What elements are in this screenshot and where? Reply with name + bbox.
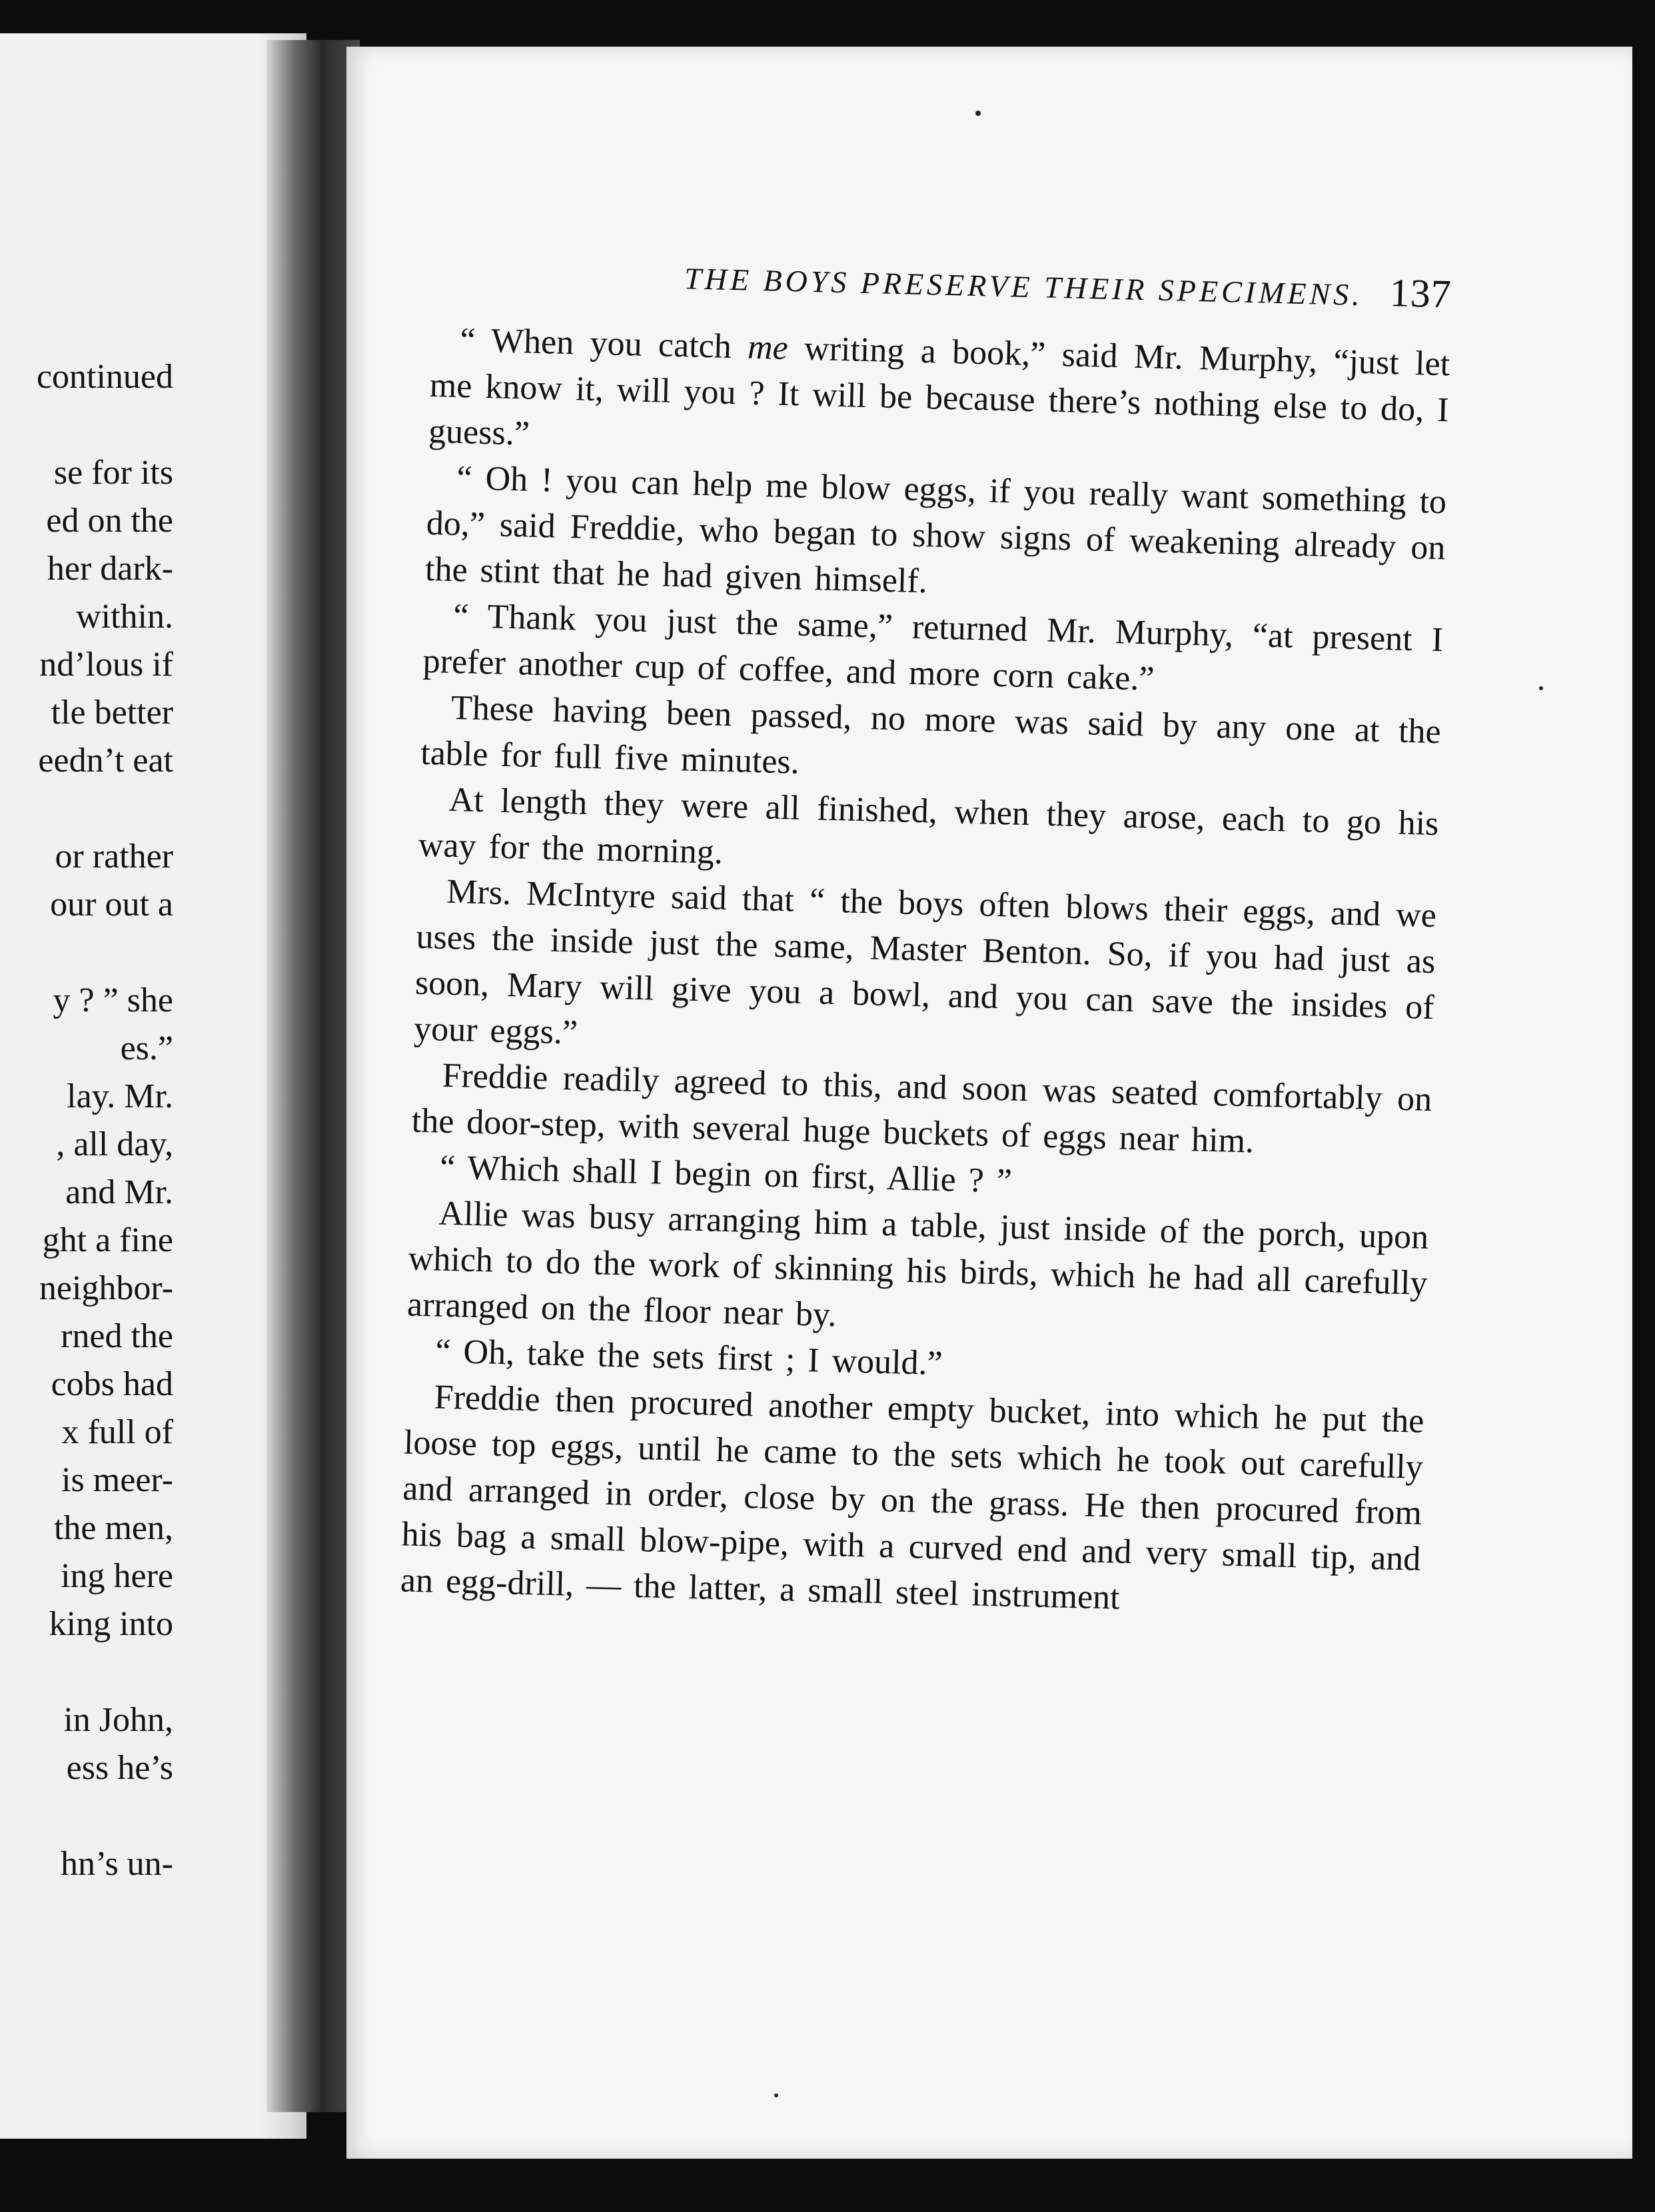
page-number: 137 xyxy=(1388,271,1452,316)
paragraph: At length they were all finished, when they arose, each to go his way for the morning. xyxy=(418,780,1439,871)
left-page-line: tle better xyxy=(51,694,173,732)
left-page-line: neighbor- xyxy=(39,1269,173,1307)
left-page-line: ing here xyxy=(61,1557,173,1595)
left-page-line: is meer- xyxy=(61,1461,173,1499)
left-page-line: ed on the xyxy=(46,502,173,540)
paragraph xyxy=(428,316,1450,479)
left-page-line: her dark- xyxy=(47,550,173,588)
left-page-line: hn’s un- xyxy=(61,1845,173,1883)
left-page-line: king into xyxy=(49,1605,173,1643)
left-page-line: lay. Mr. xyxy=(67,1077,173,1115)
paragraph-text: “ When you catch xyxy=(459,321,748,366)
left-page xyxy=(0,33,306,2139)
left-page-line: or rather xyxy=(55,837,173,875)
paragraph: Freddie then procured another empty bucket, into which he put the loose top eggs, until he came to the sets which he took out carefully and arranged in order, close by on the grass. He then procured from his bag a small blow-pipe, with a curved end and very small tip, and an egg-drill, — the latter, a small steel instrument xyxy=(400,1378,1425,1617)
page-text-block xyxy=(400,247,1452,1628)
left-page-line: rned the xyxy=(61,1317,173,1355)
ink-speck xyxy=(774,2093,778,2097)
left-page-line: and Mr. xyxy=(65,1173,173,1211)
running-title: THE BOYS PRESERVE THEIR SPECIMENS. xyxy=(684,261,1364,312)
left-page-line: the men, xyxy=(53,1509,173,1547)
book-gutter xyxy=(267,40,360,2112)
left-page-line: cobs had xyxy=(51,1365,173,1403)
left-page-line: continued xyxy=(36,358,173,396)
paragraph: “ Thank you just the same,” returned Mr. Murphy, “at present I prefer another cup of coffee, and more corn cake.” xyxy=(422,596,1444,698)
left-page-line: ght a fine xyxy=(42,1221,173,1259)
right-page xyxy=(346,47,1632,2159)
emphasized-word: me xyxy=(747,328,789,368)
paragraph: “ Oh ! you can help me blow eggs, if you really want something to do,” said Freddie, who began to show signs of weakening already on the stint that he had given himself. xyxy=(424,458,1447,601)
paragraph-text: writing a book,” said Mr. Murphy, “just let me know it, will you ? It will be because there’s nothing else to do, I guess.” xyxy=(428,329,1450,453)
left-page-line: y ? ” she xyxy=(53,981,173,1019)
paragraph: “ Oh, take the sets first ; I would.” xyxy=(434,1332,943,1383)
paragraph: “ Which shall I begin on first, Allie ? ” xyxy=(439,1148,1013,1201)
left-page-line: in John, xyxy=(63,1701,173,1739)
running-head xyxy=(418,247,1452,318)
paragraph: Mrs. McIntyre said that “ the boys often blows their eggs, and we uses the inside just the same, Master Benton. So, if you had just as soon, Mary will give you a bowl, and you can save the insides of your eggs.” xyxy=(413,872,1437,1052)
left-page-line: , all day, xyxy=(56,1125,173,1163)
paragraph: Freddie readily agreed to this, and soon was seated comfortably on the door-step, with several huge buckets of eggs near him. xyxy=(411,1056,1432,1161)
paragraph: These having been passed, no more was said by any one at the table for full five minutes. xyxy=(420,688,1442,782)
ink-speck xyxy=(1539,686,1543,690)
left-page-line: within. xyxy=(76,598,173,636)
paragraph: Allie was busy arranging him a table, just inside of the porch, upon which to do the work of skinning his birds, which he had all carefully arranged on the floor near by. xyxy=(406,1194,1429,1335)
left-page-line: x full of xyxy=(61,1413,173,1451)
left-page-line: se for its xyxy=(53,454,173,492)
left-page-line: es.” xyxy=(120,1029,173,1067)
left-page-line: our out a xyxy=(50,885,173,923)
ink-speck xyxy=(975,111,981,116)
left-page-line: ess he’s xyxy=(66,1749,173,1787)
left-page-line: nd’lous if xyxy=(39,646,173,684)
left-page-line: eedn’t eat xyxy=(38,742,173,780)
